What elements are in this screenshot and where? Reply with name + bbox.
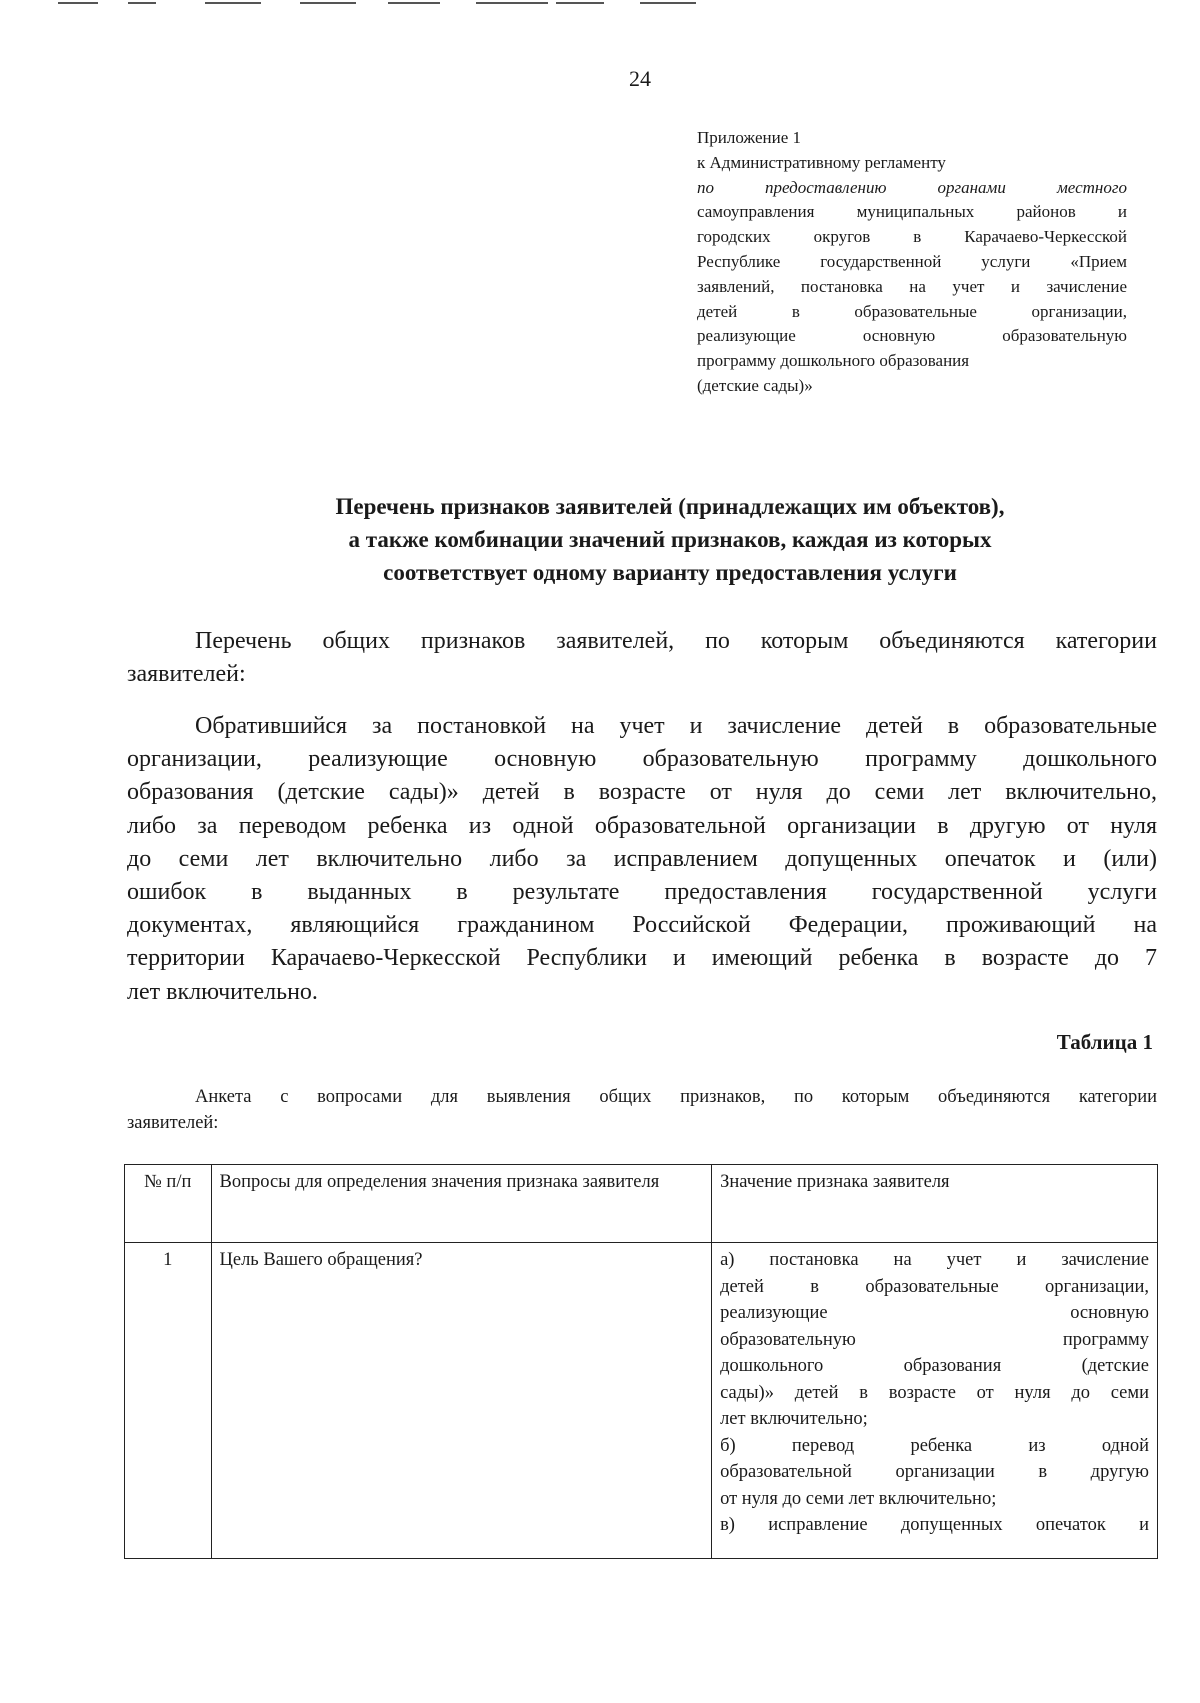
appendix-line: Республике государственной услуги «Прием — [697, 251, 1127, 271]
paragraph-line: до семи лет включительно либо за исправлением допущенных опечаток и (или) — [127, 845, 1157, 872]
value-line: лет включительно; — [720, 1409, 868, 1429]
header-num: № п/п — [125, 1165, 212, 1243]
value-line: детей в образовательные организации, — [720, 1276, 1149, 1297]
table-row — [125, 1243, 1158, 1559]
table-label: Таблица 1 — [1056, 1030, 1153, 1054]
paragraph-line: территории Карачаево-Черкесской Республики и имеющий ребенка в возрасте до 7 — [127, 945, 1157, 972]
title-line: а также комбинации значений признаков, каждая из которых — [348, 527, 992, 552]
general-criteria-paragraph — [127, 625, 1157, 691]
applicant-description-paragraph — [127, 710, 1157, 1009]
appendix-line: самоуправления муниципальных районов и — [697, 202, 1127, 222]
value-line: дошкольного образования (детские — [720, 1356, 1149, 1376]
appendix-line: к Административному регламенту — [697, 152, 946, 172]
paragraph-line: Обратившийся за постановкой на учет и зачисление детей в образовательные — [195, 713, 1157, 739]
paragraph-line: образования (детские сады)» детей в возрасте от нуля до семи лет включительно, — [127, 779, 1157, 806]
appendix-line: (детские сады)» — [697, 375, 813, 395]
questionnaire-intro — [127, 1084, 1157, 1136]
document-title — [0, 490, 1200, 589]
appendix-line: детей в образовательные организации, — [697, 301, 1127, 321]
appendix-line: программу дошкольного образования — [697, 351, 970, 371]
value-line: б) перевод ребенка из одной — [720, 1435, 1149, 1456]
appendix-line: реализующие основную образовательную — [697, 326, 1127, 346]
intro-line: заявителей: — [127, 1113, 219, 1133]
appendix-line: Приложение 1 — [697, 128, 801, 147]
value-line: а) постановка на учет и зачисление — [720, 1250, 1149, 1270]
paragraph-line: заявителей: — [127, 661, 246, 688]
page-number: 24 — [629, 66, 651, 91]
criteria-table — [124, 1164, 1158, 1559]
title-line: Перечень признаков заявителей (принадлежащих им объектов), — [335, 494, 1005, 519]
header-question: Вопросы для определения значения признака заявителя — [211, 1165, 712, 1243]
appendix-line: по предоставлению органами местного — [697, 177, 1127, 197]
paragraph-line: либо за переводом ребенка из одной образовательной организации в другую от нуля — [127, 812, 1157, 839]
row-question: Цель Вашего обращения? — [211, 1243, 712, 1559]
appendix-header — [697, 126, 1127, 399]
table-header-row — [125, 1165, 1158, 1243]
title-line: соответствует одному варианту предоставления услуги — [383, 560, 957, 585]
value-line: образовательную программу — [720, 1329, 1149, 1350]
value-line: сады)» детей в возрасте от нуля до семи — [720, 1382, 1149, 1403]
row-num: 1 — [125, 1243, 212, 1559]
paragraph-line: ошибок в выданных в результате предоставления государственной услуги — [127, 879, 1157, 906]
value-line: реализующие основную — [720, 1303, 1149, 1323]
paragraph-line: документах, являющийся гражданином Российской Федерации, проживающий на — [127, 912, 1157, 939]
value-line: от нуля до семи лет включительно; — [720, 1488, 997, 1509]
header-value: Значение признака заявителя — [712, 1165, 1158, 1243]
paragraph-line: лет включительно. — [127, 978, 318, 1005]
appendix-line: заявлений, постановка на учет и зачисление — [697, 276, 1127, 296]
scan-edge-marks — [0, 0, 1200, 10]
appendix-line: городских округов в Карачаево-Черкесской — [697, 227, 1127, 247]
paragraph-line: организации, реализующие основную образовательную программу дошкольного — [127, 746, 1157, 773]
intro-line: Анкета с вопросами для выявления общих признаков, по которым объединяются категории — [195, 1087, 1157, 1107]
value-line: образовательной организации в другую — [720, 1462, 1149, 1482]
value-line: в) исправление допущенных опечаток и — [720, 1515, 1149, 1535]
row-value — [712, 1243, 1158, 1559]
paragraph-line: Перечень общих признаков заявителей, по которым объединяются категории — [195, 628, 1157, 654]
